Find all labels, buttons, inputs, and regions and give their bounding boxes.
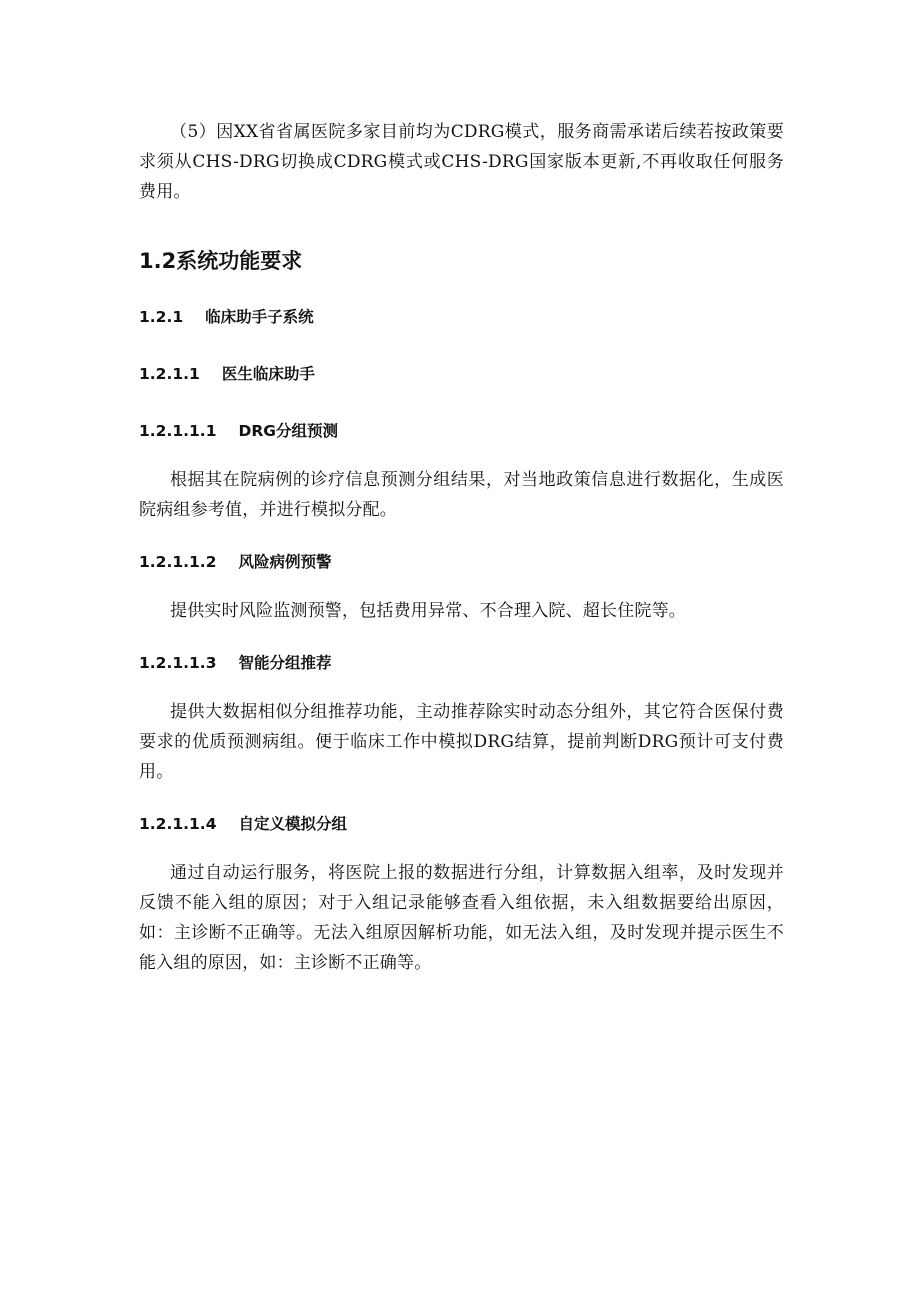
item-number: 1.2.1.1.2 (139, 553, 217, 571)
subsubsection-title: 医生临床助手 (221, 365, 315, 383)
item-number: 1.2.1.1.1 (139, 422, 217, 440)
section-number: 1.2 (139, 249, 177, 273)
section-heading (139, 247, 784, 275)
item-title: 风险病例预警 (238, 553, 332, 571)
intro-paragraph: （5）因XX省省属医院多家目前均为CDRG模式，服务商需承诺后续若按政策要求须从CHS-DRG切换成CDRG模式或CHS-DRG国家版本更新,不再收取任何服务费用。 (139, 122, 784, 202)
item-title: 自定义模拟分组 (238, 815, 347, 833)
item-body: 通过自动运行服务，将医院上报的数据进行分组，计算数据入组率，及时发现并反馈不能入组的原因；对于入组记录能够查看入组依据，未入组数据要给出原因，如：主诊断不正确等。无法入组原因解析功能，如无法入组，及时发现并提示医生不能入组的原因，如：主诊断不正确等。 (139, 863, 784, 973)
item-body: 根据其在院病例的诊疗信息预测分组结果，对当地政策信息进行数据化，生成医院病组参考值，并进行模拟分配。 (139, 470, 784, 520)
item-number: 1.2.1.1.3 (139, 654, 217, 672)
item-heading (139, 812, 784, 836)
item-title: 智能分组推荐 (238, 654, 332, 672)
section-title: 系统功能要求 (176, 249, 303, 273)
item-title: DRG分组预测 (238, 422, 339, 440)
item-body: 提供实时风险监测预警，包括费用异常、不合理入院、超长住院等。 (170, 601, 686, 621)
item-heading (139, 651, 784, 675)
item-heading (139, 419, 784, 443)
subsubsection-heading (139, 362, 784, 386)
item-heading (139, 550, 784, 574)
item-number: 1.2.1.1.4 (139, 815, 217, 833)
subsection-title: 临床助手子系统 (205, 308, 314, 326)
subsection-heading (139, 305, 784, 329)
subsection-number: 1.2.1 (139, 308, 184, 326)
item-body: 提供大数据相似分组推荐功能，主动推荐除实时动态分组外，其它符合医保付费要求的优质预测病组。便于临床工作中模拟DRG结算，提前判断DRG预计可支付费用。 (139, 702, 784, 782)
subsubsection-number: 1.2.1.1 (139, 365, 200, 383)
document-content (139, 117, 784, 978)
